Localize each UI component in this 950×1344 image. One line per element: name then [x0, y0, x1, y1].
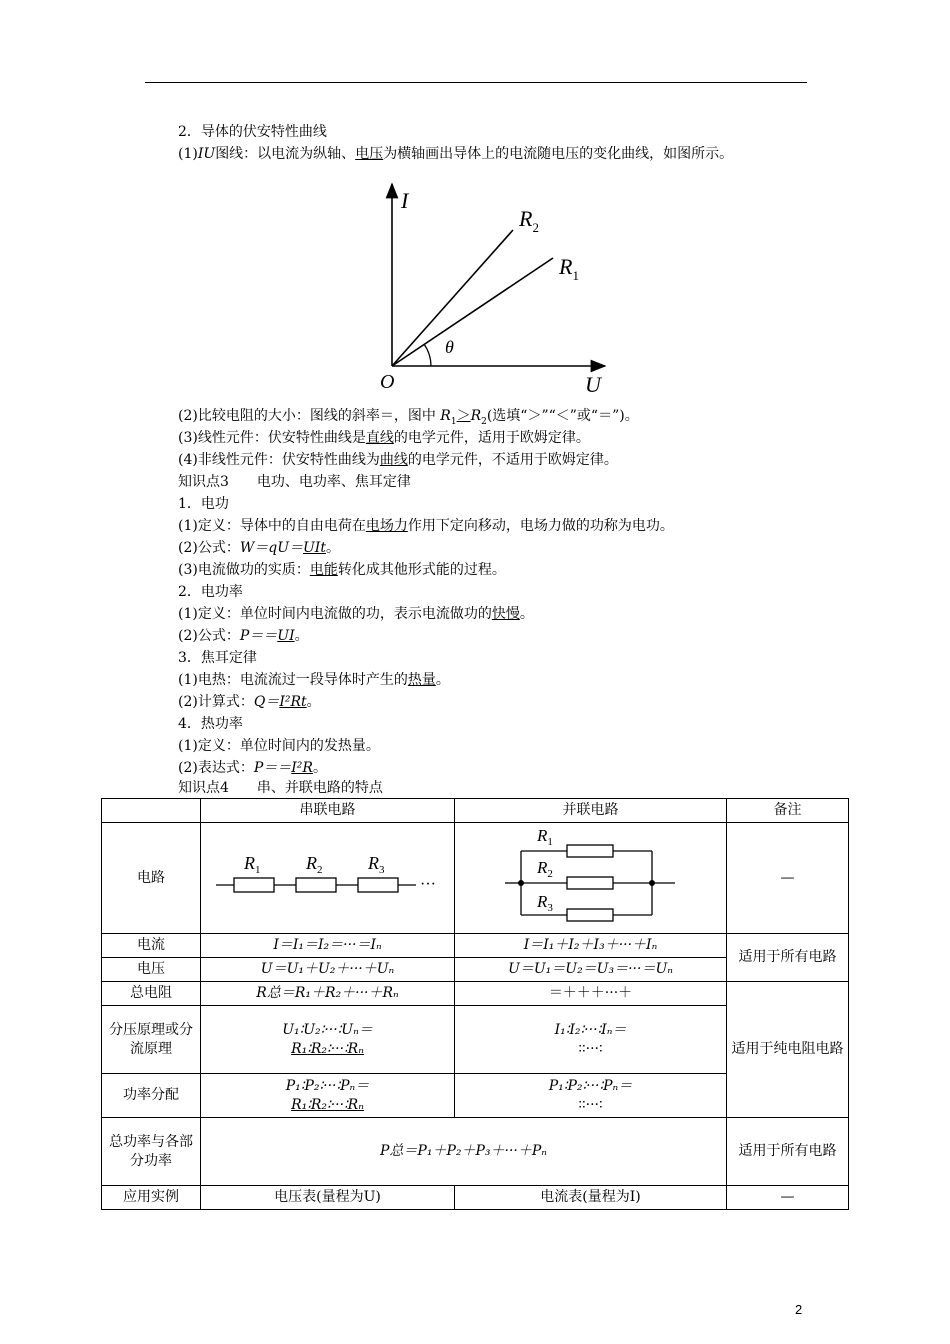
resistor-r3 — [358, 878, 398, 892]
iu-definition — [178, 144, 733, 164]
joule-heat — [178, 670, 450, 690]
r1-line — [392, 258, 553, 366]
heatpower-heading: 4．热功率 — [178, 716, 243, 732]
powerdist-series-line2: R₁∶R₂∶···∶Rₙ — [291, 1096, 364, 1113]
voltage-parallel: U＝U₁＝U₂＝U₃＝···＝Uₙ — [455, 958, 727, 982]
joule-heat-pre: (1)电热：电流流过一段导体时产生的 — [178, 672, 408, 688]
app-series: 电压表(量程为U) — [201, 1186, 455, 1210]
iu-def-mid: 图线：以电流为纵轴、 — [215, 146, 356, 162]
work-formula — [178, 538, 340, 558]
parallel-resistor-r1 — [567, 845, 613, 857]
power-def-pre: (1)定义：单位时间内电流做的功，表示电流做功的 — [178, 606, 492, 622]
heatpower-expr-pre: (2)表达式： — [178, 760, 254, 776]
power-formula-expr: P＝＝ — [239, 628, 278, 644]
power-formula-post: 。 — [294, 628, 309, 644]
label-totalpower: 总功率与各部分功率 — [102, 1118, 201, 1186]
app-parallel: 电流表(量程为I) — [455, 1186, 727, 1210]
parallel-r2-label: $R_2$ — [536, 858, 553, 880]
r2-label: $R_2$ — [519, 206, 539, 235]
work-formula-expr: W＝qU＝ — [239, 540, 303, 556]
divider-series — [201, 1006, 455, 1074]
work-formula-pre: (2)公式： — [178, 540, 240, 556]
table-header-row — [102, 799, 849, 823]
heatpower-definition: (1)定义：单位时间内的发热量。 — [178, 738, 380, 754]
powerdist-parallel-line1: P₁∶P₂∶···∶Pₙ＝ — [548, 1077, 633, 1094]
divider-parallel — [455, 1006, 727, 1074]
parallel-r1-label: $R_1$ — [536, 826, 553, 848]
junction-right — [649, 880, 655, 886]
series-r1-label: $R_1$ — [243, 853, 260, 876]
row-application — [102, 1186, 849, 1210]
compare-pre: (2)比较电阻的大小：图线的斜率＝，图中 — [178, 408, 441, 424]
work-heading: 1．电功 — [178, 496, 229, 512]
powerdist-series-line1: P₁∶P₂∶···∶Pₙ＝ — [285, 1077, 370, 1094]
work-def-post: 作用下定向移动，电场力做的功称为电功。 — [407, 518, 674, 534]
power-definition — [178, 604, 534, 624]
powerdist-parallel — [455, 1074, 727, 1118]
iu-graph — [365, 170, 615, 395]
junction-left — [518, 880, 524, 886]
app-note: — — [727, 1186, 849, 1210]
heading-item2: 2．导体的伏安特性曲线 — [178, 124, 327, 140]
joule-heading: 3．焦耳定律 — [178, 650, 257, 666]
header-parallel: 并联电路 — [455, 799, 727, 823]
compare-r2-sub: 2 — [481, 416, 487, 427]
powerdist-series — [201, 1074, 455, 1118]
power-def-post: 。 — [519, 606, 534, 622]
series-r2-label: $R_2$ — [305, 853, 322, 876]
theta-arc — [424, 344, 431, 366]
joule-formula-post: 。 — [306, 694, 321, 710]
label-circuit: 电路 — [102, 823, 201, 934]
heatpower-expression — [178, 758, 327, 778]
row-current — [102, 934, 849, 958]
divider-parallel-line2: ∶∶···∶ — [578, 1040, 603, 1057]
voltage-series: U＝U₁＋U₂＋···＋Uₙ — [201, 958, 455, 982]
iu-def-pre: (1) — [178, 146, 198, 162]
work-def-answer: 电场力 — [365, 518, 408, 534]
current-parallel: I＝I₁＋I₂＋I₃＋···＋Iₙ — [455, 934, 727, 958]
compare-r2: R — [470, 408, 482, 424]
note-circuit: — — [727, 823, 849, 934]
work-def-pre: (1)定义：导体中的自由电荷在 — [178, 518, 366, 534]
label-resistance: 总电阻 — [102, 982, 201, 1006]
powerdist-parallel-line2: ∶∶···∶ — [578, 1096, 603, 1113]
current-series: I＝I₁＝I₂＝···＝Iₙ — [201, 934, 455, 958]
label-divider: 分压原理或分流原理 — [102, 1006, 201, 1074]
linear-answer: 直线 — [365, 430, 394, 446]
resistance-parallel: ＝＋＋＋···＋ — [455, 982, 727, 1006]
power-formula-pre: (2)公式： — [178, 628, 240, 644]
power-heading: 2．电功率 — [178, 584, 243, 600]
heatpower-expr-answer: I²R — [291, 760, 313, 776]
power-formula-answer: UI — [277, 628, 295, 644]
iu-def-var: IU — [197, 146, 216, 162]
resistor-r2 — [296, 878, 336, 892]
header-rule — [145, 82, 807, 83]
nonlinear-post: 的电学元件，不适用于欧姆定律。 — [407, 452, 618, 468]
axis-i-label: I — [401, 188, 409, 213]
compare-answer: ＞ — [456, 408, 471, 424]
joule-formula-expr: Q＝ — [253, 694, 280, 710]
axis-u-label: U — [585, 372, 601, 395]
r1-label: $R_1$ — [559, 254, 579, 283]
parallel-resistor-r3 — [567, 909, 613, 921]
nonlinear-pre: (4)非线性元件：伏安特性曲线为 — [178, 452, 380, 468]
work-essence — [178, 560, 506, 580]
label-application: 应用实例 — [102, 1186, 201, 1210]
compare-r1: R — [440, 408, 451, 424]
power-def-answer: 快慢 — [491, 606, 520, 622]
circuit-table — [101, 798, 849, 1210]
parallel-r3-label: $R_3$ — [536, 892, 553, 914]
divider-series-line2: R₁∶R₂∶···∶Rₙ — [291, 1040, 364, 1057]
work-formula-answer: UIt — [303, 540, 326, 556]
joule-formula — [178, 692, 321, 712]
work-essence-answer: 电能 — [309, 562, 338, 578]
series-diagram-cell — [201, 823, 455, 934]
series-r3-label: $R_3$ — [367, 853, 384, 876]
series-circuit-diagram — [210, 843, 446, 907]
linear-post: 的电学元件，适用于欧姆定律。 — [393, 430, 590, 446]
parallel-diagram-cell — [455, 823, 727, 934]
compare-r1-sub: 1 — [450, 416, 457, 427]
row-resistance — [102, 982, 849, 1006]
heatpower-expr-formula: P＝＝ — [253, 760, 292, 776]
label-current: 电流 — [102, 934, 201, 958]
label-voltage: 电压 — [102, 958, 201, 982]
knowledge-3-title: 知识点3 电功、电功率、焦耳定律 — [178, 474, 411, 490]
linear-element — [178, 428, 590, 448]
work-essence-post: 转化成其他形式能的过程。 — [337, 562, 506, 578]
linear-pre: (3)线性元件：伏安特性曲线是 — [178, 430, 366, 446]
nonlinear-element — [178, 450, 618, 470]
header-note: 备注 — [727, 799, 849, 823]
power-formula — [178, 626, 309, 646]
divider-series-line1: U₁∶U₂∶···∶Uₙ＝ — [282, 1021, 373, 1038]
joule-formula-pre: (2)计算式： — [178, 694, 254, 710]
nonlinear-answer: 曲线 — [379, 452, 408, 468]
iu-def-post: 为横轴画出导体上的电流随电压的变化曲线，如图所示。 — [383, 146, 734, 162]
work-definition — [178, 516, 674, 536]
joule-heat-answer: 热量 — [407, 672, 436, 688]
row-totalpower — [102, 1118, 849, 1186]
parallel-resistor-r2 — [567, 877, 613, 889]
divider-parallel-line1: I₁∶I₂∶···∶Iₙ＝ — [554, 1021, 627, 1038]
header-series: 串联电路 — [201, 799, 455, 823]
series-ellipsis: ··· — [419, 876, 436, 893]
parallel-circuit-diagram — [497, 823, 685, 927]
work-essence-pre: (3)电流做功的实质： — [178, 562, 310, 578]
heatpower-expr-post: 。 — [312, 760, 327, 776]
compare-post: (选填“＞”“＜”或“＝”)。 — [486, 408, 639, 424]
label-powerdist: 功率分配 — [102, 1074, 201, 1118]
note-all-1: 适用于所有电路 — [727, 934, 849, 982]
note-pure: 适用于纯电阻电路 — [727, 982, 849, 1118]
resistor-r1 — [234, 878, 274, 892]
knowledge-4-title: 知识点4 串、并联电路的特点 — [178, 780, 383, 796]
totalpower-formula: P总＝P₁＋P₂＋P₃＋···＋Pₙ — [201, 1118, 727, 1186]
header-empty — [102, 799, 201, 823]
iu-def-answer: 电压 — [355, 146, 384, 162]
joule-formula-answer: I²Rt — [279, 694, 307, 710]
note-all-2: 适用于所有电路 — [727, 1118, 849, 1186]
page-number: 2 — [795, 1302, 803, 1317]
joule-heat-post: 。 — [435, 672, 450, 688]
resistance-series: R总＝R₁＋R₂＋···＋Rₙ — [201, 982, 455, 1006]
work-formula-post: 。 — [325, 540, 340, 556]
origin-label: O — [380, 371, 395, 393]
theta-label: θ — [445, 337, 454, 357]
row-circuit — [102, 823, 849, 934]
